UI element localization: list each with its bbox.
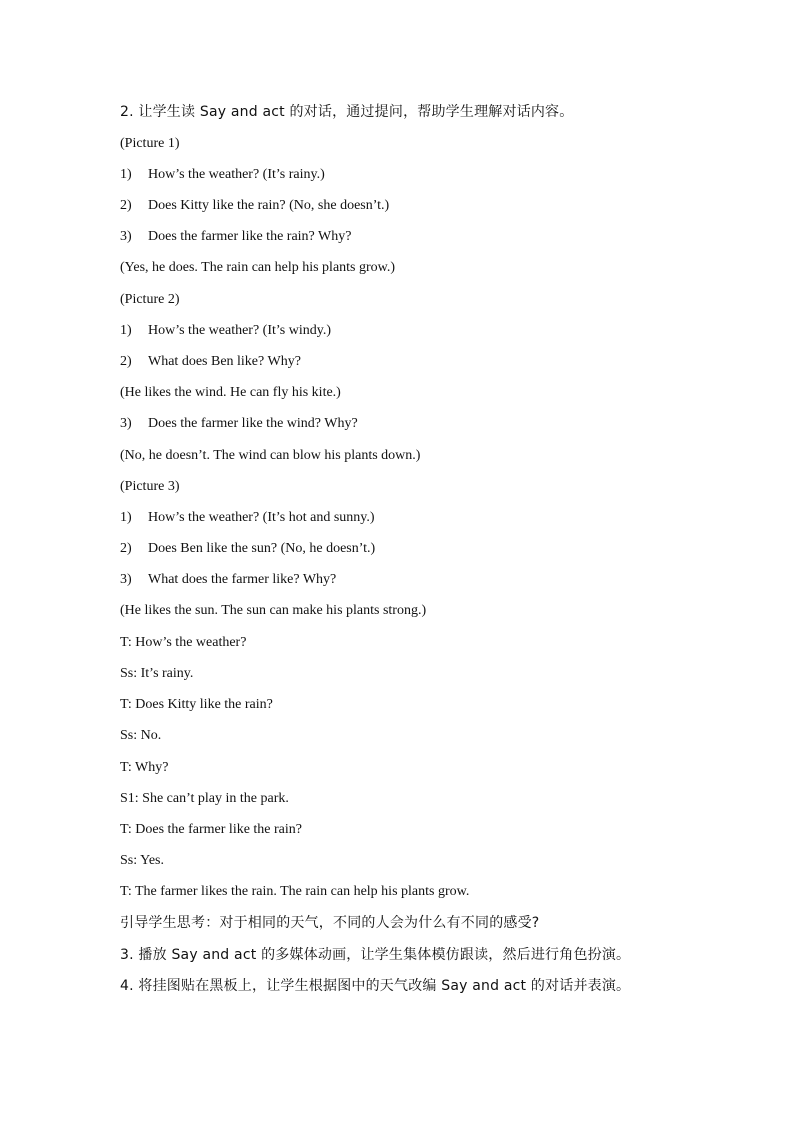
dialogue-line: T: Why? <box>120 760 169 775</box>
dialogue-line: Ss: No. <box>120 728 162 743</box>
dialogue-line: T: Does the farmer like the rain? <box>120 822 302 837</box>
question-text: How’s the weather? (It’s windy.) <box>148 323 331 338</box>
question-number: 3) <box>120 416 132 431</box>
instruction-step-2: 2. 让学生读 Say and act 的对话，通过提问，帮助学生理解对话内容。 <box>120 104 574 120</box>
question-text: Does the farmer like the rain? Why? <box>148 229 352 244</box>
picture-3-heading: (Picture 3) <box>120 479 180 494</box>
question-text: Does Kitty like the rain? (No, she doesn’t.) <box>148 198 390 213</box>
question-text: What does the farmer like? Why? <box>148 572 337 587</box>
question-number: 2) <box>120 541 132 556</box>
question-text: Does Ben like the sun? (No, he doesn’t.) <box>148 541 376 556</box>
question-line <box>120 571 336 589</box>
question-text: Does the farmer like the wind? Why? <box>148 416 358 431</box>
question-number: 1) <box>120 323 132 338</box>
question-line <box>120 415 358 433</box>
dialogue-line: T: The farmer likes the rain. The rain can help his plants grow. <box>120 884 470 899</box>
question-line <box>120 540 375 558</box>
picture-2-heading: (Picture 2) <box>120 292 180 307</box>
answer-line: (He likes the sun. The sun can make his plants strong.) <box>120 603 427 618</box>
question-number: 2) <box>120 354 132 369</box>
question-line <box>120 228 351 246</box>
answer-line: (He likes the wind. He can fly his kite.) <box>120 385 341 400</box>
question-line <box>120 353 301 371</box>
question-number: 1) <box>120 167 132 182</box>
question-line <box>120 197 389 215</box>
question-number: 1) <box>120 510 132 525</box>
question-line <box>120 166 325 184</box>
question-number: 2) <box>120 198 132 213</box>
guidance-note: 引导学生思考：对于相同的天气，不同的人会为什么有不同的感受? <box>120 915 540 931</box>
question-number: 3) <box>120 229 132 244</box>
question-number: 3) <box>120 572 132 587</box>
instruction-step-4: 4. 将挂图贴在黑板上，让学生根据图中的天气改编 Say and act 的对话并表演。 <box>120 978 631 994</box>
dialogue-line: Ss: It’s rainy. <box>120 666 194 681</box>
question-text: How’s the weather? (It’s rainy.) <box>148 167 325 182</box>
question-line <box>120 322 331 340</box>
answer-line: (Yes, he does. The rain can help his plants grow.) <box>120 260 396 275</box>
dialogue-line: Ss: Yes. <box>120 853 164 868</box>
instruction-step-3: 3. 播放 Say and act 的多媒体动画，让学生集体模仿跟读，然后进行角色扮演。 <box>120 947 631 963</box>
dialogue-line: S1: She can’t play in the park. <box>120 791 289 806</box>
dialogue-line: T: How’s the weather? <box>120 635 247 650</box>
question-line <box>120 509 375 527</box>
question-text: How’s the weather? (It’s hot and sunny.) <box>148 510 375 525</box>
question-text: What does Ben like? Why? <box>148 354 301 369</box>
dialogue-line: T: Does Kitty like the rain? <box>120 697 273 712</box>
answer-line: (No, he doesn’t. The wind can blow his plants down.) <box>120 448 421 463</box>
picture-1-heading: (Picture 1) <box>120 136 180 151</box>
